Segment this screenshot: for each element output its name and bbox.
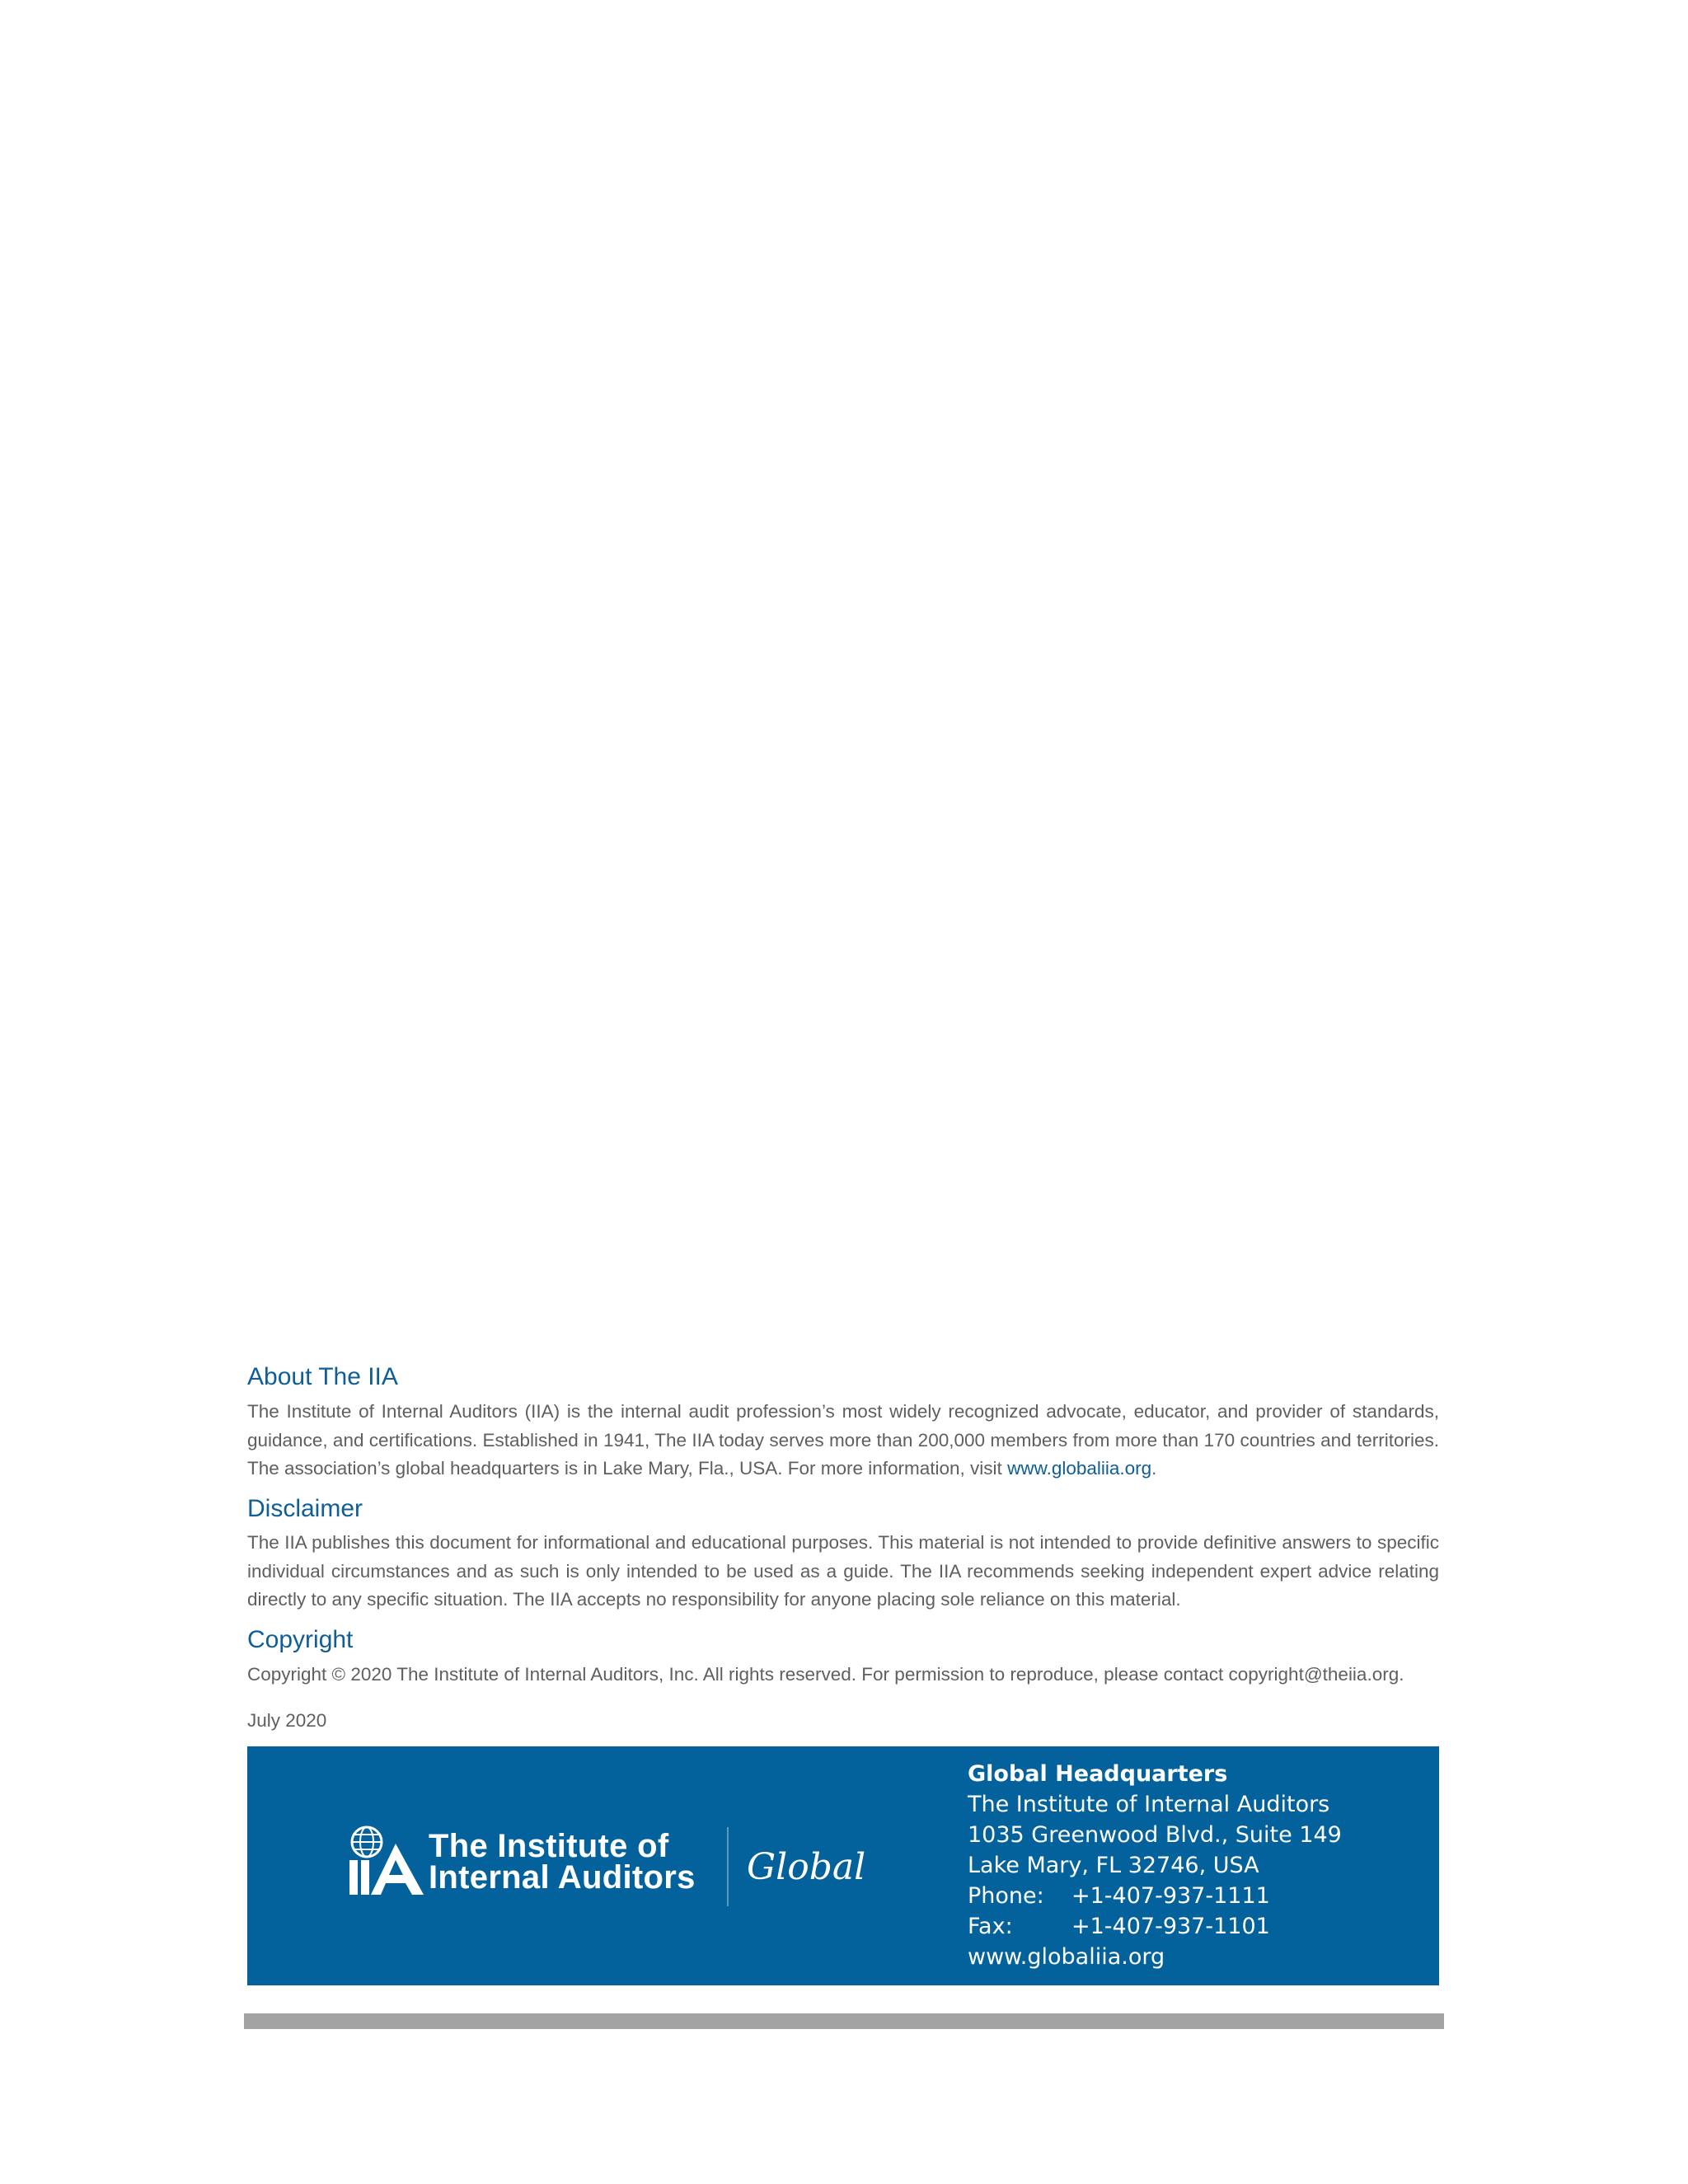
logo-line-1: The Institute of — [429, 1828, 669, 1864]
fax-label: Fax: — [968, 1914, 1013, 1939]
about-paragraph — [247, 1398, 1439, 1483]
logo-line-2: Internal Auditors — [429, 1859, 696, 1896]
about-text: The Institute of Internal Auditors (IIA) is the internal audit profession’s most widely recognized advocate, educator, and provider of standards, guidance, and certifications. Established in 1941, The IIA today serves more than 200,000 members from more than 170 countries and territories. The association’s global headquarters is in Lake Mary, Fla., USA. For more information, visit — [247, 1401, 1439, 1479]
globaliia-link[interactable]: www.globaliia.org — [1007, 1458, 1152, 1479]
hq-phone — [968, 1881, 1342, 1911]
copyright-paragraph: Copyright © 2020 The Institute of Internal Auditors, Inc. All rights reserved. For permission to reproduce, please contact copyright@theiia.org. — [247, 1664, 1404, 1685]
hq-website-link[interactable]: www.globaliia.org — [968, 1944, 1165, 1970]
publication-date: July 2020 — [247, 1710, 327, 1731]
iia-globe-logo-icon — [348, 1825, 430, 1896]
hq-fax — [968, 1911, 1342, 1942]
hq-address-line-2: Lake Mary, FL 32746, USA — [968, 1853, 1259, 1878]
footer-banner — [247, 1746, 1439, 1985]
hq-address-line-1: 1035 Greenwood Blvd., Suite 149 — [968, 1822, 1342, 1848]
hq-title: Global Headquarters — [968, 1761, 1228, 1787]
disclaimer-paragraph: The IIA publishes this document for informational and educational purposes. This material is not intended to provide definitive answers to specific individual circumstances and as such is only intended to be used as a guide. The IIA recommends seeking independent expert advice relating directly to any specific situation. The IIA accepts no responsibility for anyone placing sole reliance on this material. — [247, 1532, 1439, 1610]
phone-number: +1-407-937-1111 — [1071, 1883, 1270, 1909]
disclaimer-heading: Disclaimer — [247, 1495, 363, 1522]
copyright-heading: Copyright — [247, 1626, 354, 1653]
phone-label: Phone: — [968, 1883, 1044, 1909]
about-heading: About The IIA — [247, 1363, 398, 1390]
logo-global-text: Global — [747, 1846, 866, 1888]
footer-rule — [244, 2013, 1444, 2029]
fax-number: +1-407-937-1101 — [1071, 1914, 1270, 1939]
hq-organization: The Institute of Internal Auditors — [968, 1792, 1330, 1817]
about-period: . — [1151, 1458, 1157, 1479]
headquarters-contact — [968, 1759, 1342, 1972]
logo-wordmark — [429, 1828, 696, 1896]
logo-divider — [727, 1827, 729, 1906]
